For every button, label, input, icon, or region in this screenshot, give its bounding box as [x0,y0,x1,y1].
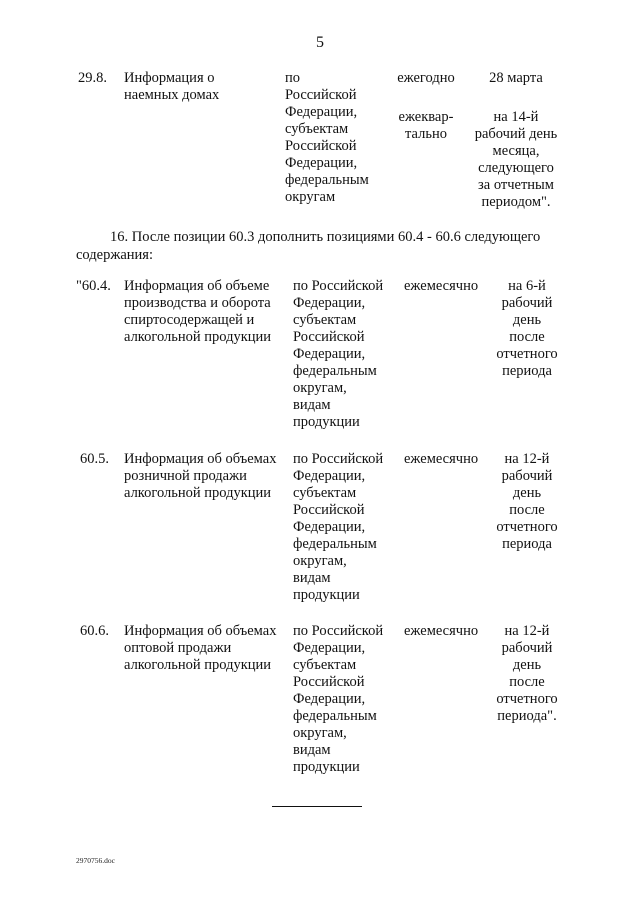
row-29-8-deadline-quarterly: на 14-й рабочий день месяца, следующего за отчетным периодом". [474,109,558,210]
row-60-6-deadline: на 12-й рабочий день после отчетного периода". [496,623,558,724]
row-29-8-breakdown: по Российской Федерации, субъектам Российской Федерации, федеральным округам [285,70,369,205]
paragraph-16: 16. После позиции 60.3 дополнить позициями 60.4 - 60.6 следующего содержания: [76,229,541,263]
row-60-4-name: Информация об объеме производства и оборота спиртосодержащей и алкогольной продукции [124,278,272,345]
row-60-6-periodicity: ежемесячно [404,623,479,639]
row-60-5-deadline: на 12-й рабочий день после отчетного периода [496,451,558,552]
row-60-6-number: 60.6. [80,623,109,639]
row-29-8-deadline-annual: 28 марта [489,70,543,86]
row-60-5-periodicity: ежемесячно [404,451,479,467]
closing-rule [272,806,362,807]
row-60-5-breakdown: по Российской Федерации, субъектам Российской Федерации, федеральным округам, видам продукции [293,451,384,603]
row-60-6-breakdown: по Российской Федерации, субъектам Российской Федерации, федеральным округам, видам продукции [293,623,384,775]
row-60-5-name: Информация об объемах розничной продажи алкогольной продукции [124,451,277,501]
row-60-4-number: "60.4. [76,278,111,294]
row-60-6-name: Информация об объемах оптовой продажи алкогольной продукции [124,623,277,673]
page-number: 5 [316,34,324,51]
row-60-5-number: 60.5. [80,451,109,467]
row-29-8-number: 29.8. [78,70,107,86]
row-29-8-periodicity-annual: ежегодно [397,70,455,86]
row-60-4-periodicity: ежемесячно [404,278,479,294]
footer-filename: 2970756.doc [76,856,115,865]
row-60-4-breakdown: по Российской Федерации, субъектам Российской Федерации, федеральным округам, видам продукции [293,278,384,430]
row-29-8-periodicity-quarterly: ежеквар- тально [398,109,454,142]
row-29-8-name: Информация о наемных домах [124,70,220,103]
row-60-4-deadline: на 6-й рабочий день после отчетного периода [496,278,558,379]
